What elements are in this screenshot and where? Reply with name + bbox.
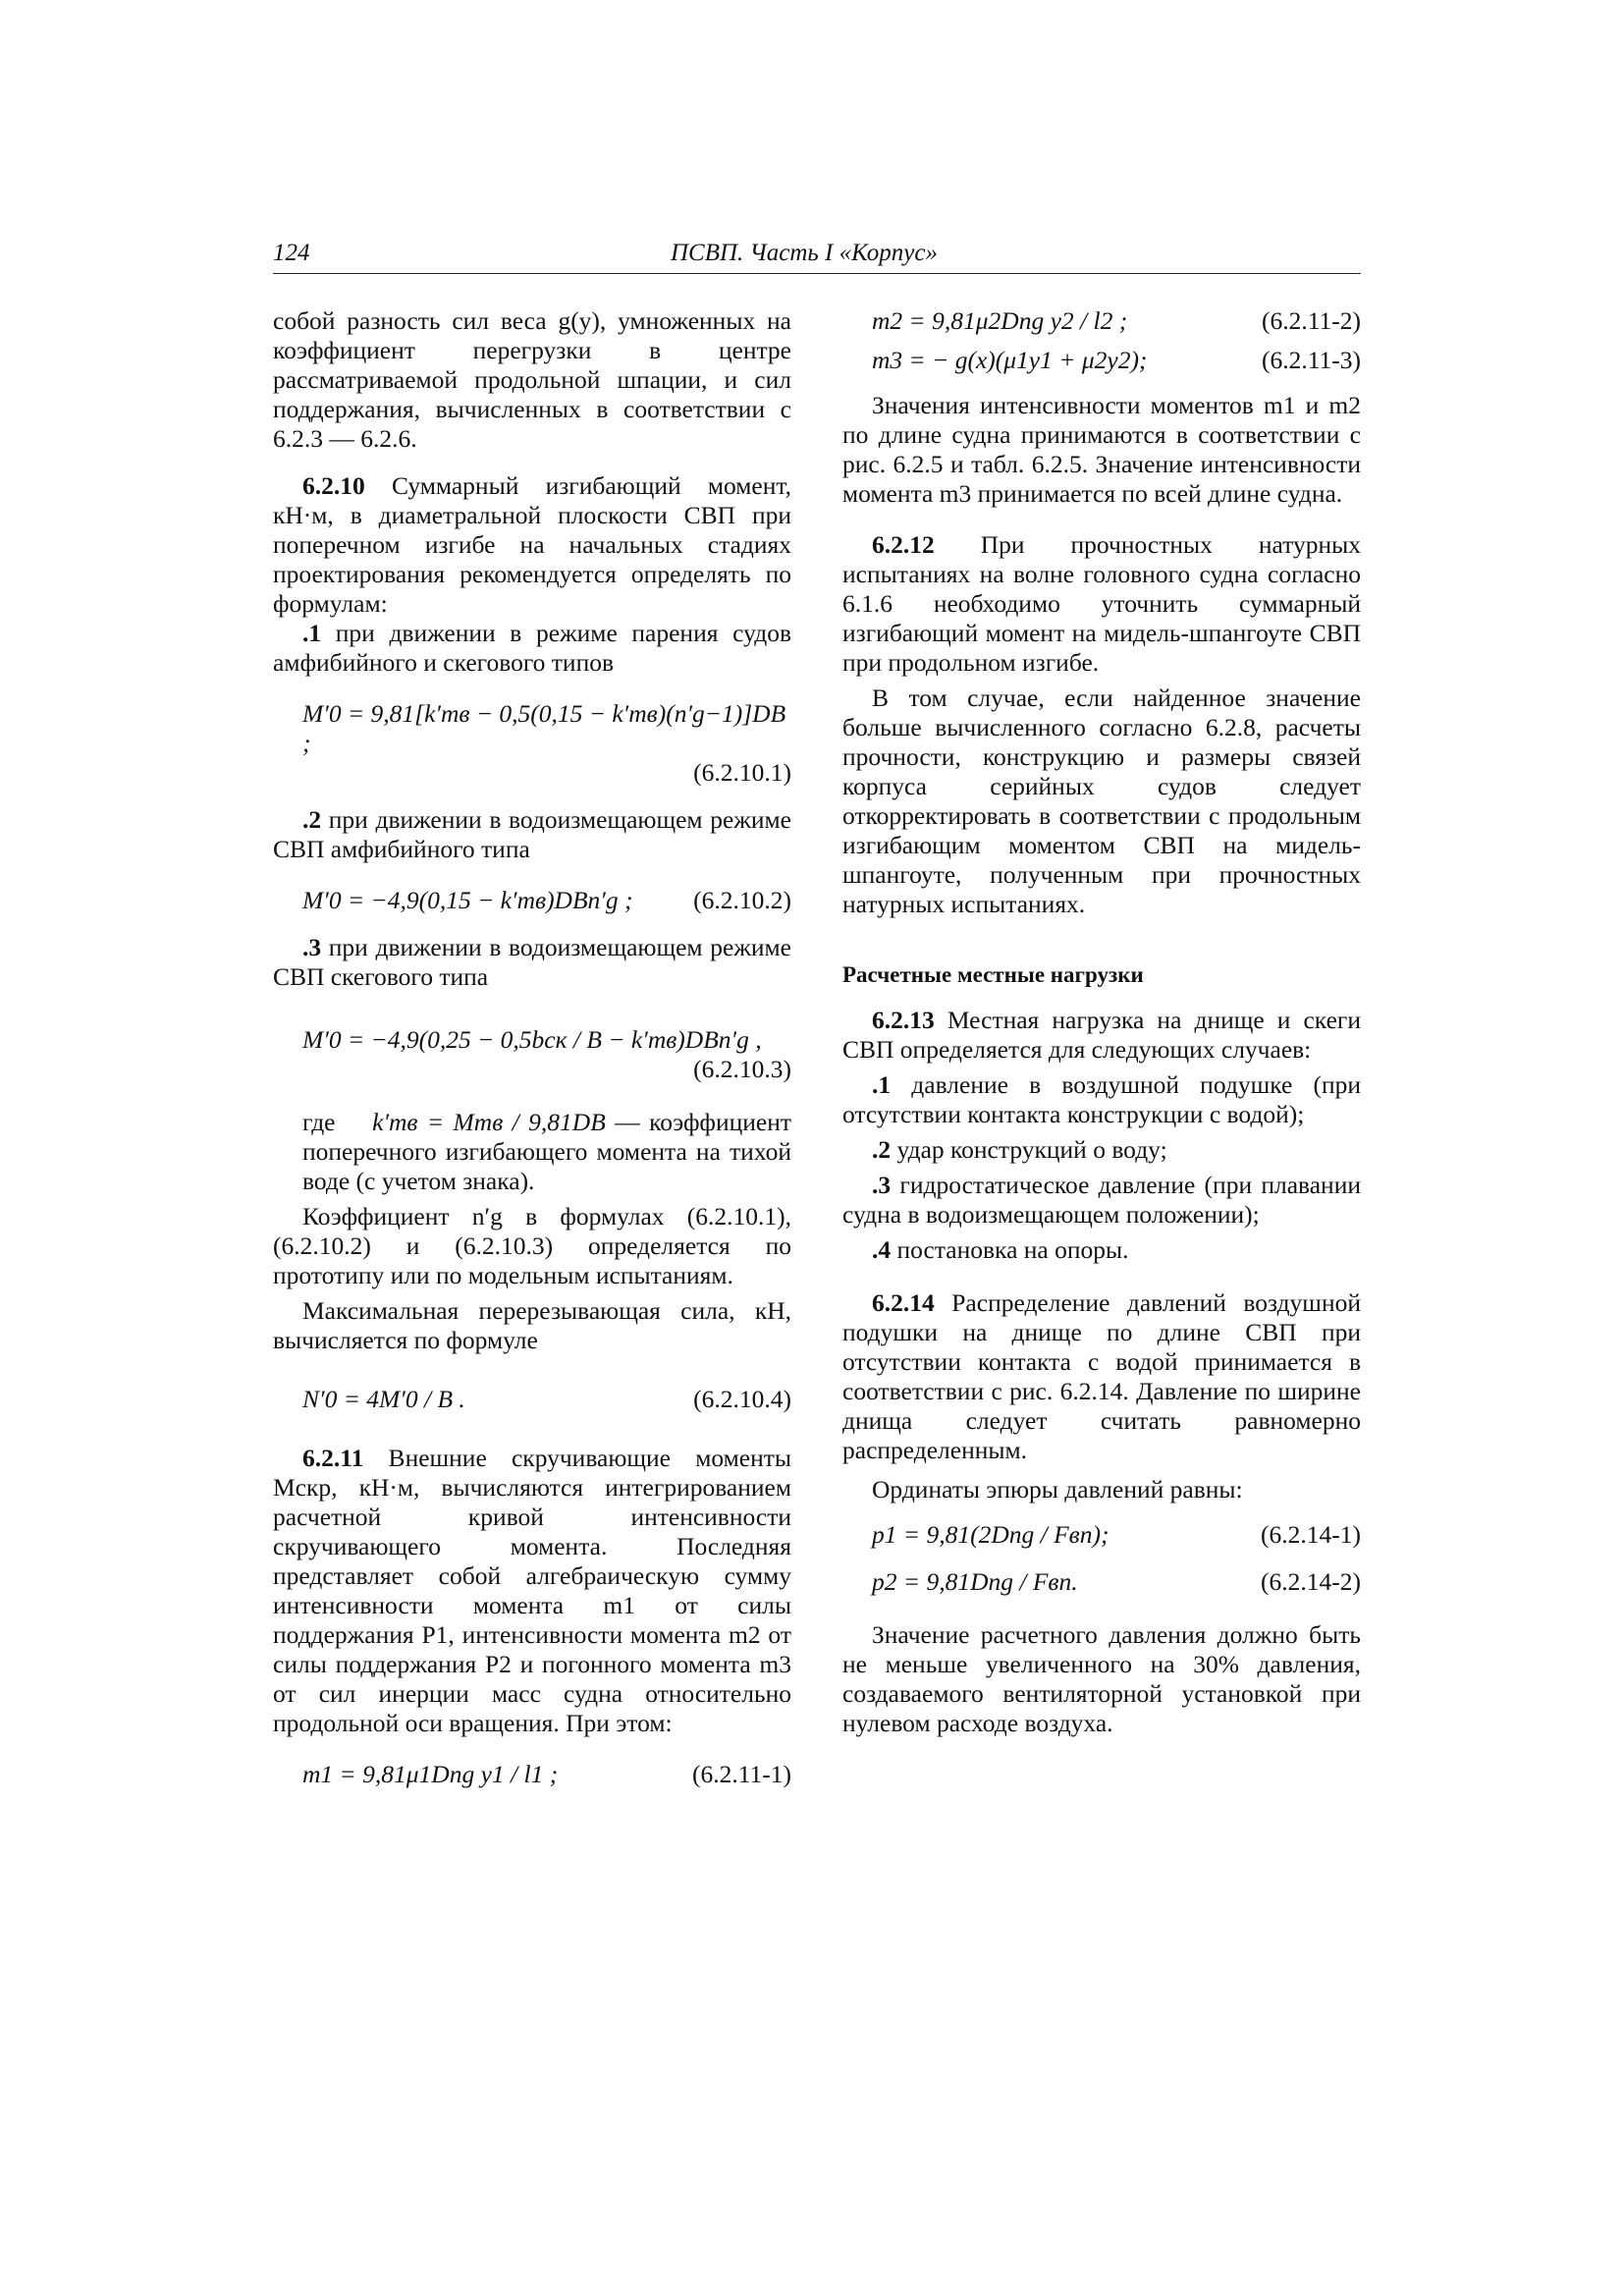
section-text: Суммарный изгибающий момент, кН·м, в диаметральной плоскости СВП при поперечном изгибе на начальных стадиях проектирования рекомендуется определять по формулам: (273, 471, 791, 618)
section-number: 6.2.12 (872, 530, 935, 559)
section-6-2-12 (842, 530, 1361, 678)
formula-number: (6.2.10.3) (693, 1055, 791, 1083)
item-number: .2 (302, 805, 322, 834)
formula-expression: m1 = 9,81μ1Dng y1 / l1 ; (302, 1760, 559, 1788)
item-2 (273, 805, 791, 864)
formula-number: (6.2.10.1) (693, 758, 791, 787)
subheading: Расчетные местные нагрузки (842, 962, 1144, 987)
section-6-2-10 (273, 471, 791, 619)
formula (273, 699, 791, 758)
formula (273, 1025, 791, 1055)
paragraph-continued: собой разность сил веса g(y), умноженных на коэффициент перегрузки в центре рассматриваемой продольной шпации, и сил поддержания, вычисленных в соответствии с 6.2.3 — 6.2.6. (273, 306, 791, 453)
formula-block (842, 346, 1361, 375)
formula-expression: N′0 = 4M′0 / B . (302, 1385, 465, 1413)
formula-number: (6.2.10.2) (693, 886, 791, 914)
item-text: при движении в водоизмещающем режиме СВП амфибийного типа (273, 805, 791, 863)
section-text: Внешние скручивающие моменты Mскр, кН·м, вычисляются интегрированием расчетной кривой интенсивности скручивающего момента. Последняя представляет собой алгебраическую сумму интенсивности момента m1 от силы поддержания P1, интенсивности момента m2 от силы поддержания P2 и погонного момента m3 от сил инерции масс судна относительно продольной оси вращения. При этом: (273, 1444, 791, 1737)
item-text: давление в воздушной подушке (при отсутствии контакта конструкции с водой); (842, 1070, 1361, 1128)
formula-number: (6.2.11-2) (1261, 306, 1361, 335)
page-header (273, 240, 1361, 273)
paragraph-ng: Коэффициент n′g в формулах (6.2.10.1), (6.2.10.2) и (6.2.10.3) определяется по прототипу или по модельным испытаниям. (273, 1202, 791, 1289)
paragraph-case: В том случае, если найденное значение больше вычисленного согласно 6.2.8, расчеты прочности, конструкцию и размеры связей корпуса серийных судов следует откорректировать в соответствии с продольным изгибающим моментом СВП на мидель-шпангоуте, полученным при прочностных натурных испытаниях. (842, 683, 1361, 918)
formula (273, 1760, 791, 1789)
item-text: постановка на опоры. (891, 1235, 1129, 1264)
item-text: гидростатическое давление (при плавании судна в водоизмещающем положении); (842, 1171, 1361, 1229)
formula-block (273, 1385, 791, 1414)
section-text: При прочностных натурных испытаниях на волне головного судна согласно 6.1.6 необходимо уточнить суммарный изгибающий момент на мидель-шпангоуте СВП при продольном изгибе. (842, 530, 1361, 677)
section-number: 6.2.11 (302, 1444, 364, 1472)
item-text: при движении в водоизмещающем режиме СВП скегового типа (273, 933, 791, 991)
formula (273, 1385, 791, 1414)
section-number: 6.2.10 (302, 471, 365, 500)
where-word: где (302, 1108, 336, 1136)
formula-number: (6.2.11-3) (1261, 346, 1361, 374)
item-number: .4 (872, 1235, 892, 1264)
item-number: .2 (872, 1135, 892, 1164)
item-text: удар конструкций о воду; (891, 1135, 1167, 1164)
paragraph-ordinates: Ординаты эпюры давлений равны: (872, 1475, 1243, 1503)
item-number: .3 (872, 1171, 892, 1199)
formula (273, 886, 791, 915)
left-column (273, 306, 791, 1789)
formula-expression: M′0 = 9,81[k′тв − 0,5(0,15 − k′тв)(n′g−1)]DB ; (302, 699, 786, 757)
where-clause (273, 1108, 791, 1196)
formula-expression: p2 = 9,81Dng / Fвп. (872, 1567, 1078, 1596)
section-text: Местная нагрузка на днище и скеги СВП определяется для следующих случаев: (842, 1006, 1361, 1064)
where-formula: k′тв = Mтв / 9,81DB (372, 1108, 606, 1136)
formula-expression: p1 = 9,81(2Dng / Fвп); (872, 1520, 1109, 1549)
case-4 (842, 1235, 1361, 1265)
running-title: ПСВП. Часть I «Корпус» (671, 240, 938, 266)
section-number: 6.2.14 (872, 1288, 935, 1317)
item-number: .1 (302, 619, 322, 647)
formula (842, 306, 1361, 336)
formula-number: (6.2.14-2) (1261, 1567, 1361, 1596)
formula-block (842, 1520, 1361, 1550)
right-column (842, 306, 1361, 1738)
formula-expression: M′0 = −4,9(0,15 − k′тв)DBn′g ; (302, 886, 633, 914)
formula-number: (6.2.10.4) (693, 1385, 791, 1413)
item-3 (273, 933, 791, 992)
formula (842, 1567, 1361, 1597)
formula-block (842, 306, 1361, 336)
where-text: — коэффициент поперечного изгибающего момента на тихой воде (с учетом знака). (302, 1108, 791, 1195)
formula-number: (6.2.11-1) (691, 1760, 791, 1788)
header-rule (273, 273, 1361, 274)
section-6-2-14 (842, 1288, 1361, 1465)
section-text: Распределение давлений воздушной подушки на днище по длине СВП при отсутствии контакта с водой принимается в соответствии с рис. 6.2.14. Давление по ширине днища следует считать равномерно распределенным. (842, 1288, 1361, 1464)
formula (842, 346, 1361, 375)
section-6-2-13 (842, 1006, 1361, 1065)
item-1 (273, 619, 791, 678)
page-number: 124 (273, 240, 310, 266)
formula-block (273, 1760, 791, 1789)
case-1 (842, 1070, 1361, 1129)
formula-number: (6.2.14-1) (1261, 1520, 1361, 1549)
paragraph-shear: Максимальная перерезывающая сила, кН, вычисляется по формуле (273, 1296, 791, 1354)
formula-block (273, 699, 791, 788)
formula-block (273, 886, 791, 915)
formula (842, 1520, 1361, 1550)
item-number: .1 (872, 1070, 892, 1099)
section-6-2-11 (273, 1444, 791, 1738)
formula-block (273, 1025, 791, 1084)
formula-expression: M′0 = −4,9(0,25 − 0,5bск / B − k′тв)DBn′g , (302, 1025, 762, 1054)
case-2 (842, 1135, 1361, 1165)
section-number: 6.2.13 (872, 1006, 935, 1034)
formula-expression: m3 = − g(x)(μ1y1 + μ2y2); (872, 346, 1148, 374)
paragraph-moments: Значения интенсивности моментов m1 и m2 по длине судна принимаются в соответствии с рис. 6.2.5 и табл. 6.2.5. Значение интенсивности момента m3 принимается по всей длине судна. (842, 391, 1361, 508)
paragraph-final: Значение расчетного давления должно быть не меньше увеличенного на 30% давления, создаваемого вентиляторной установкой при нулевом расходе воздуха. (842, 1620, 1361, 1737)
case-3 (842, 1171, 1361, 1230)
formula-block (842, 1567, 1361, 1597)
item-text: при движении в режиме парения судов амфибийного и скегового типов (273, 619, 791, 677)
formula-expression: m2 = 9,81μ2Dng y2 / l2 ; (872, 306, 1128, 335)
item-number: .3 (302, 933, 322, 961)
